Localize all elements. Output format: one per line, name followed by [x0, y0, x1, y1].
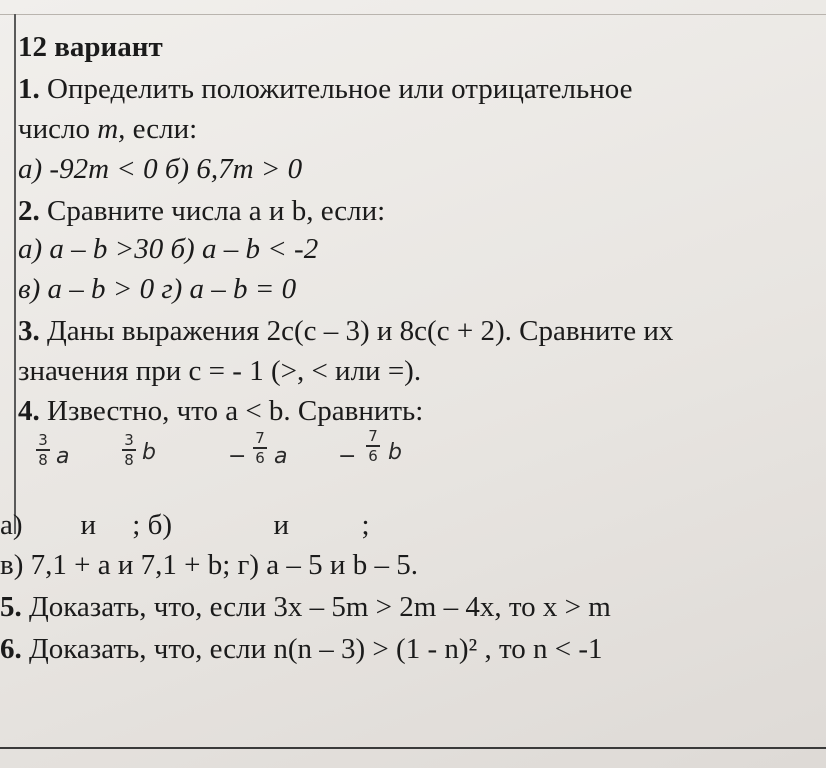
fraction-var-b1: b [142, 440, 156, 465]
task2-parts-ab: а) a – b >30 б) a – b < -2 [18, 233, 319, 265]
fraction-var-a2: a [274, 444, 288, 469]
task1-parts: а) -92m < 0 б) 6,7m > 0 [18, 153, 303, 185]
variant-title: 12 вариант [18, 31, 163, 63]
fraction-minus-sign: − [228, 444, 247, 469]
task4-line1: 4. Известно, что a < b. Сравнить: [18, 395, 424, 427]
table-left-border [14, 14, 16, 534]
task5-line: 5. Доказать, что, если 3x – 5m > 2m – 4x, то x > m [0, 591, 611, 623]
fraction-7-6-b: 7 6 [366, 428, 380, 464]
fraction-var-b2: b [388, 440, 402, 465]
task2-line1: 2. Сравните числа a и b, если: [18, 195, 386, 227]
fraction-var-a1: a [56, 444, 70, 469]
table-bottom-border [0, 747, 826, 749]
fraction-3-8-b: 3 8 [122, 432, 136, 468]
fraction-7-6-a: 7 6 [253, 430, 267, 466]
task6-line: 6. Доказать, что, если n(n – 3) > (1 - n)² , то n < -1 [0, 633, 603, 665]
task4-parts-ab: а) и ; б) и ; [0, 509, 370, 541]
task3-line2: значения при c = - 1 (>, < или =). [18, 355, 422, 387]
task1-line2: число m, если: [18, 113, 198, 145]
table-top-border [0, 14, 826, 15]
task1-line1: 1. Определить положительное или отрицательное [18, 73, 633, 105]
fraction-3-8-a: 3 8 [36, 432, 50, 468]
fraction-minus-sign: − [338, 444, 357, 469]
task4-parts-vg: в) 7,1 + a и 7,1 + b; г) a – 5 и b – 5. [0, 549, 418, 581]
task2-parts-vg: в) a – b > 0 г) a – b = 0 [18, 273, 297, 305]
task3-line1: 3. Даны выражения 2c(c – 3) и 8c(c + 2). Сравните их [18, 315, 674, 347]
